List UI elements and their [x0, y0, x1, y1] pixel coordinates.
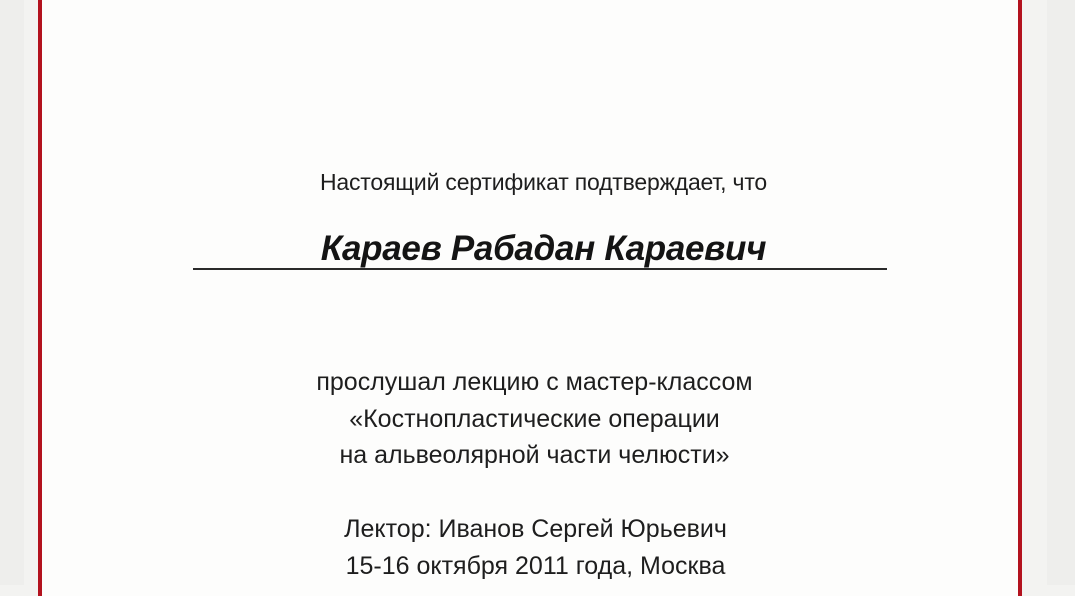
course-description-line-3: на альвеолярной части челюсти» [339, 441, 730, 469]
lecturer-line: Лектор: Иванов Сергей Юрьевич [344, 515, 727, 543]
background-margin-right [1047, 0, 1075, 585]
recipient-name: Караев Рабадан Караевич [320, 229, 767, 268]
course-description-line-2: «Костнопластические операции [349, 405, 720, 433]
certificate-sheet [38, 0, 1022, 596]
background-margin-left [0, 0, 24, 585]
course-description-line-1: прослушал лекцию с мастер-классом [316, 368, 753, 396]
recipient-name-underline [193, 268, 887, 270]
date-place-line: 15-16 октября 2011 года, Москва [345, 552, 726, 580]
certificate-intro-text: Настоящий сертификат подтверждает, что [319, 169, 768, 195]
